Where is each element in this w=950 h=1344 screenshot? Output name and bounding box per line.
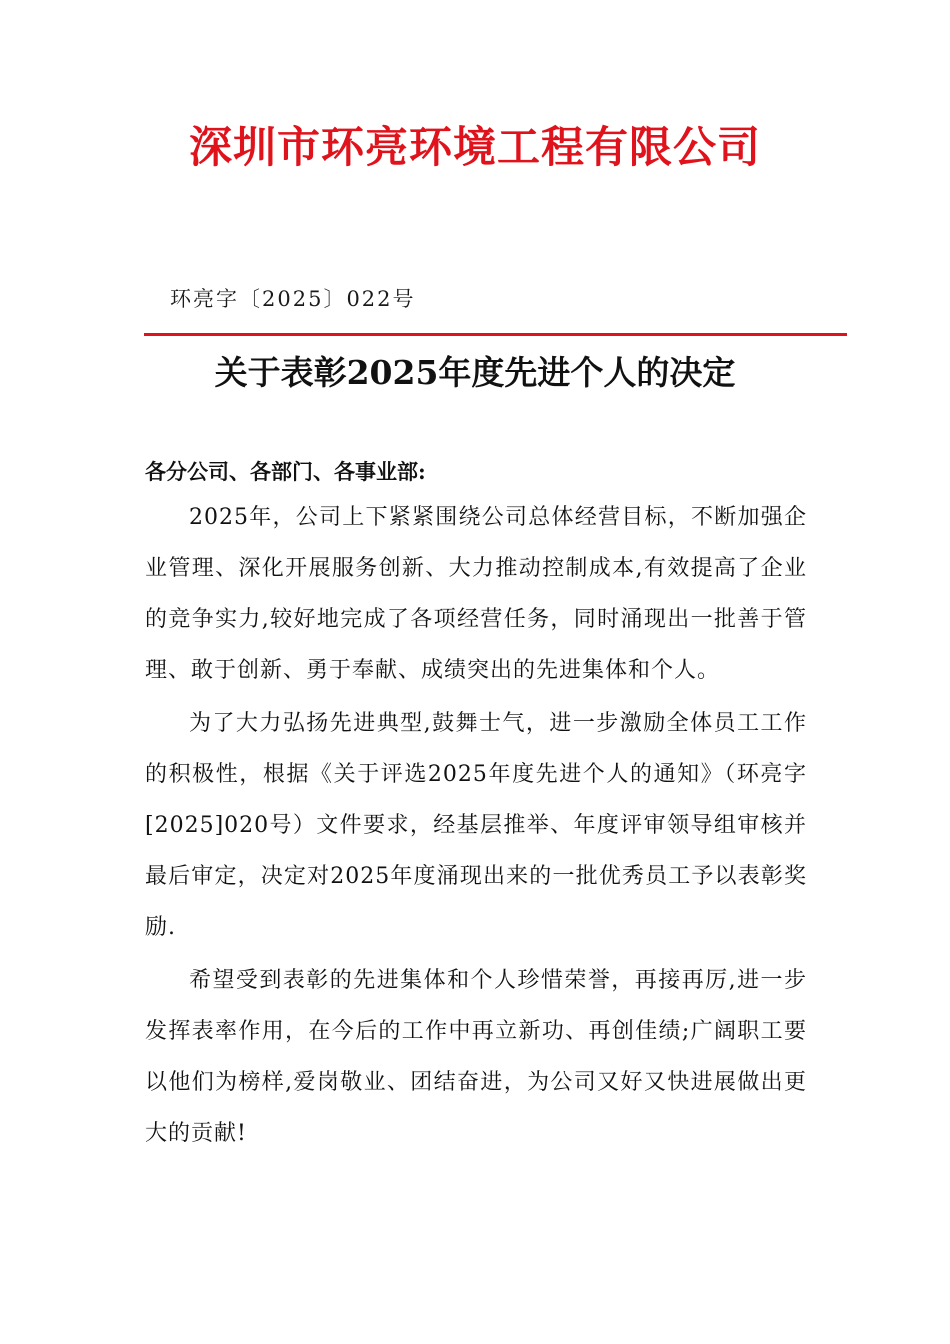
document-title: 关于表彰2025年度先进个人的决定	[214, 353, 736, 392]
body-paragraph-3: 希望受到表彰的先进集体和个人珍惜荣誉，再接再厉,进一步发挥表率作用，在今后的工作中再立新功、再创佳绩;广阔职工要以他们为榜样,爱岗敬业、团结奋进，为公司又好又快进展做出更大的贡献!	[145, 968, 807, 1146]
red-divider-line	[144, 333, 847, 336]
organization-header: 深圳市环亮环境工程有限公司	[189, 123, 761, 173]
document-body	[145, 492, 807, 1159]
document-number: 环亮字〔2025〕022号	[170, 287, 416, 311]
body-paragraph-2: 为了大力弘扬先进典型,鼓舞士气，进一步激励全体员工工作的积极性，根据《关于评选2025年度先进个人的通知》（环亮字[2025]020号）文件要求，经基层推举、年度评审领导组审核并最后审定，决定对2025年度涌现出来的一批优秀员工予以表彰奖励.	[145, 711, 807, 940]
body-paragraph-1: 2025年，公司上下紧紧围绕公司总体经营目标，不断加强企业管理、深化开展服务创新、大力推动控制成本,有效提高了企业的竞争实力,较好地完成了各项经营任务，同时涌现出一批善于管理、敢于创新、勇于奉献、成绩突出的先进集体和个人。	[145, 505, 807, 683]
salutation: 各分公司、各部门、各事业部:	[145, 459, 426, 484]
